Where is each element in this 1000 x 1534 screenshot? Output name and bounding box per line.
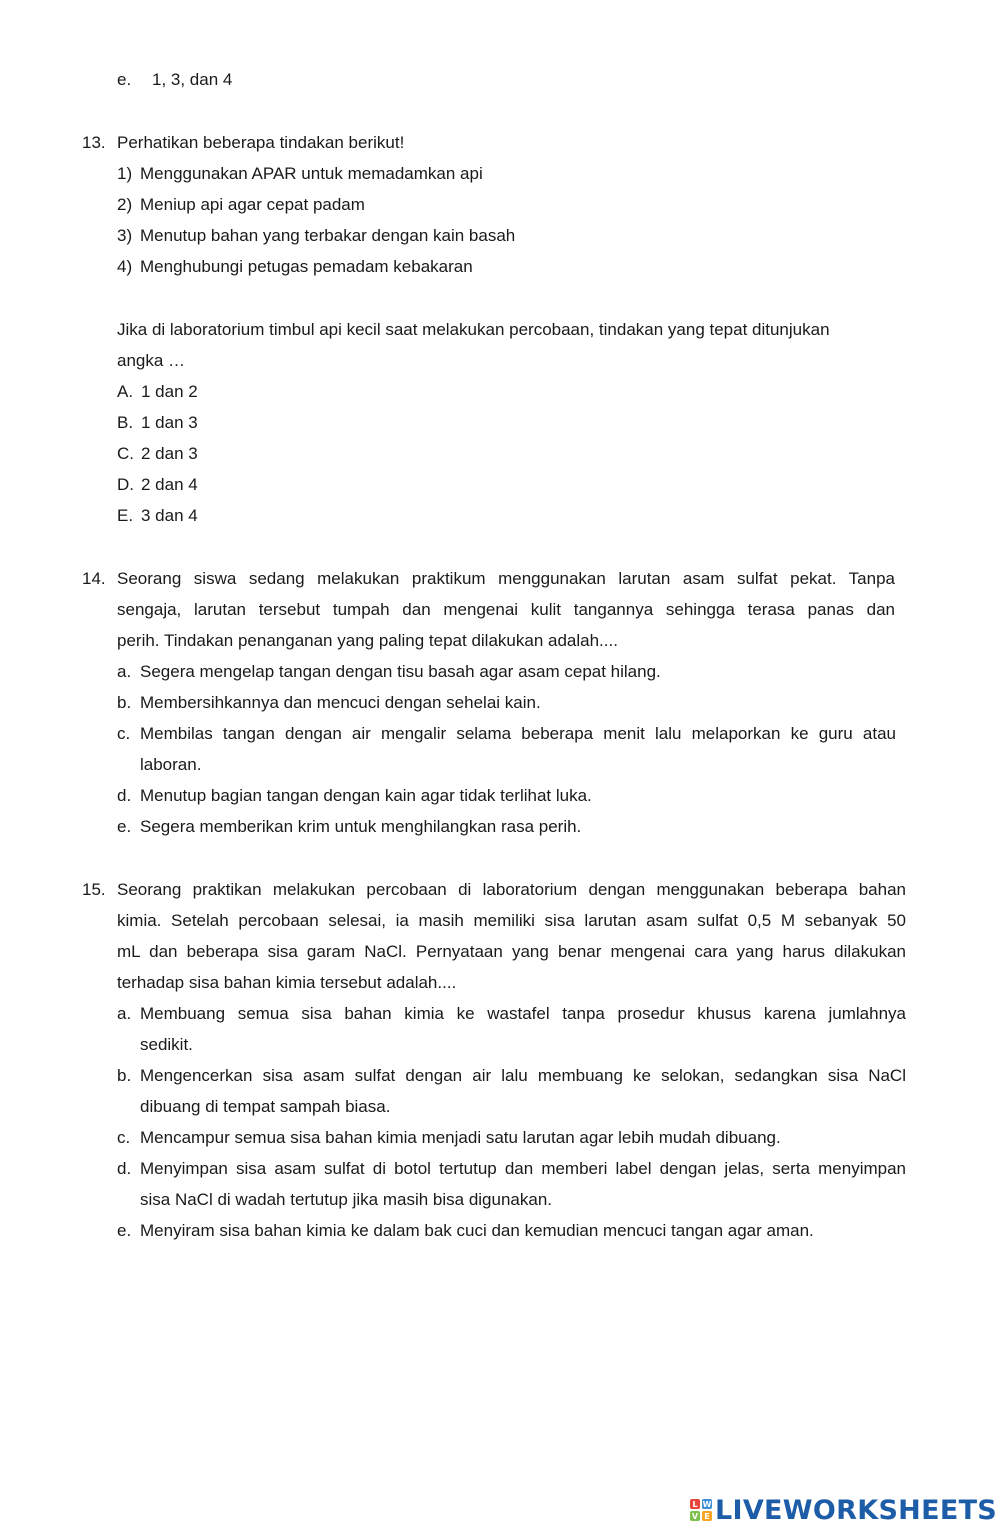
q14-number: 14. <box>82 569 106 588</box>
q14-option-text: Membilas tangan dengan air mengalir selama beberapa menit lalu melaporkan ke guru atau <box>140 724 896 743</box>
q15-option-letter: c. <box>117 1128 131 1147</box>
q13-item-text: Menghubungi petugas pemadam kebakaran <box>140 257 473 276</box>
q13-option-letter: B. <box>117 413 134 432</box>
q13-option-letter: C. <box>117 444 134 463</box>
q13-option-letter: D. <box>117 475 134 494</box>
q15-option-text: Menyiram sisa bahan kimia ke dalam bak cuci dan kemudian mencuci tangan agar aman. <box>140 1221 814 1240</box>
logo-block: W <box>702 1499 712 1509</box>
q14-option-letter: e. <box>117 817 132 836</box>
q15-stem-line: mL dan beberapa sisa garam NaCl. Pernyataan yang benar mengenai cara yang harus dilakukan <box>117 942 906 961</box>
q15-option-letter: e. <box>117 1221 132 1240</box>
liveworksheets-logo <box>690 1494 997 1526</box>
logo-text: LIVEWORKSHEETS <box>715 1494 998 1526</box>
q12-option-e-text: 1, 3, dan 4 <box>152 70 233 89</box>
logo-block: V <box>691 1511 699 1521</box>
q15-option-text-cont: dibuang di tempat sampah biasa. <box>140 1097 391 1116</box>
q15-option-letter: d. <box>117 1159 132 1178</box>
q14-stem-line: sengaja, larutan tersebut tumpah dan mengenai kulit tangannya sehingga terasa panas dan <box>117 600 895 619</box>
q13-question-line: Jika di laboratorium timbul api kecil saat melakukan percobaan, tindakan yang tepat ditunjukan <box>117 320 830 339</box>
q14-option-text-cont: laboran. <box>140 755 202 774</box>
q15-option-text-cont: sedikit. <box>140 1035 193 1054</box>
q13-item-number: 1) <box>117 164 133 183</box>
q13-item-text: Meniup api agar cepat padam <box>140 195 365 214</box>
q15-stem-line: kimia. Setelah percobaan selesai, ia masih memiliki sisa larutan asam sulfat 0,5 M sebanyak 50 <box>117 911 906 930</box>
q13-question-line: angka … <box>117 351 186 370</box>
q15-option-text: Menyimpan sisa asam sulfat di botol tertutup dan memberi label dengan jelas, serta menyimpan <box>140 1159 906 1178</box>
logo-blocks-icon <box>690 1499 712 1521</box>
q14-option-text: Menutup bagian tangan dengan kain agar tidak terlihat luka. <box>140 786 592 805</box>
q14-option-text: Segera mengelap tangan dengan tisu basah agar asam cepat hilang. <box>140 662 661 681</box>
q14-option-letter: d. <box>117 786 132 805</box>
q13-option-text: 2 dan 3 <box>141 444 198 463</box>
q14-stem-line: Seorang siswa sedang melakukan praktikum menggunakan larutan asam sulfat pekat. Tanpa <box>117 569 895 588</box>
logo-block: L <box>690 1499 700 1509</box>
q13-number: 13. <box>82 133 106 152</box>
q13-option-text: 2 dan 4 <box>141 475 198 494</box>
q15-number: 15. <box>82 880 106 899</box>
q14-option-text: Membersihkannya dan mencuci dengan sehelai kain. <box>140 693 541 712</box>
q13-stem: Perhatikan beberapa tindakan berikut! <box>117 133 405 152</box>
q13-item-number: 4) <box>117 257 133 276</box>
q14-stem-line: perih. Tindakan penanganan yang paling tepat dilakukan adalah.... <box>117 631 618 650</box>
q14-option-text: Segera memberikan krim untuk menghilangkan rasa perih. <box>140 817 582 836</box>
q15-option-text: Mengencerkan sisa asam sulfat dengan air lalu membuang ke selokan, sedangkan sisa NaCl <box>140 1066 906 1085</box>
q15-stem-line: terhadap sisa bahan kimia tersebut adalah.... <box>117 973 457 992</box>
q15-option-text: Mencampur semua sisa bahan kimia menjadi satu larutan agar lebih mudah dibuang. <box>140 1128 781 1147</box>
q15-option-letter: a. <box>117 1004 132 1023</box>
q13-option-letter: A. <box>117 382 134 401</box>
q13-option-text: 3 dan 4 <box>141 506 198 525</box>
q13-option-text: 1 dan 3 <box>141 413 198 432</box>
q15-option-text-cont: sisa NaCl di wadah tertutup jika masih bisa digunakan. <box>140 1190 553 1209</box>
q14-option-letter: b. <box>117 693 132 712</box>
q14-option-letter: c. <box>117 724 131 743</box>
q15-stem-line: Seorang praktikan melakukan percobaan di laboratorium dengan menggunakan beberapa bahan <box>117 880 906 899</box>
q13-item-text: Menutup bahan yang terbakar dengan kain basah <box>140 226 516 245</box>
q13-item-number: 2) <box>117 195 133 214</box>
q13-option-text: 1 dan 2 <box>141 382 198 401</box>
q14-option-letter: a. <box>117 662 132 681</box>
q13-item-text: Menggunakan APAR untuk memadamkan api <box>140 164 483 183</box>
logo-block: E <box>702 1511 712 1521</box>
q13-item-number: 3) <box>117 226 133 245</box>
q13-option-letter: E. <box>117 506 134 525</box>
q12-option-e-letter: e. <box>117 70 132 89</box>
q15-option-letter: b. <box>117 1066 132 1085</box>
q15-option-text: Membuang semua sisa bahan kimia ke wastafel tanpa prosedur khusus karena jumlahnya <box>140 1004 906 1023</box>
